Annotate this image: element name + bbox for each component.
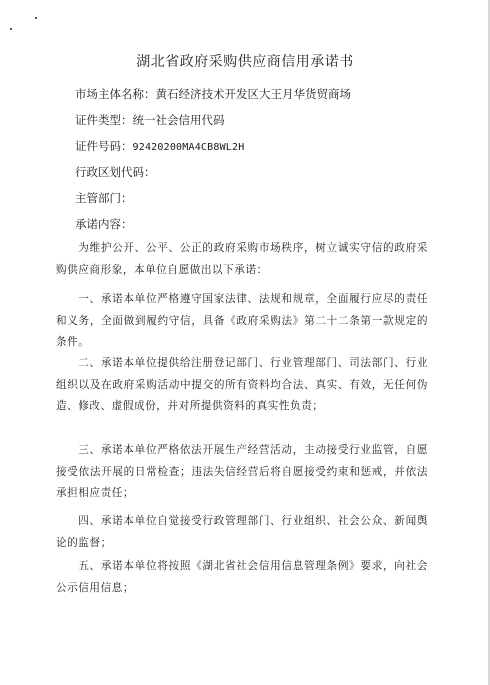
field-label: 主管部门： — [75, 191, 133, 205]
field-value: 统一社会信用代码 — [132, 113, 225, 127]
field-commitment — [75, 216, 133, 232]
paragraph-commitment-2: 二、承诺本单位提供给注册登记部门、行业管理部门、司法部门、行业组织以及在政府采购活动中提交的所有资料均合法、真实、有效，无任何伪造、修改、虚假成份，并对所提供资料的真实性负责； — [56, 357, 428, 412]
field-label: 市场主体名称： — [75, 87, 156, 101]
field-label: 行政区划代码： — [75, 165, 156, 179]
field-region-code — [75, 164, 156, 180]
field-label: 证件号码： — [75, 139, 133, 153]
scan-speck — [35, 17, 37, 19]
paragraph-commitment-3: 三、承诺本单位严格依法开展生产经营活动，主动接受行业监管，自愿接受依法开展的日常检查；违法失信经营后将自愿接受约束和惩戒，并依法承担相应责任； — [56, 444, 428, 499]
paragraph-commitment-4: 四、承诺本单位自觉接受行政管理部门、行业组织、社会公众、新闻舆论的监督； — [56, 515, 428, 549]
paragraph-commitment-1: 一、承诺本单位严格遵守国家法律、法规和规章，全面履行应尽的责任和义务，全面做到履约守信，具备《政府采购法》第二十二条第一款规定的条件。 — [56, 293, 428, 348]
field-value: 92420200MA4CB8WL2H — [132, 142, 245, 153]
paragraph-commitment-5: 五、承诺本单位将按照《湖北省社会信用信息管理条例》要求，向社会公示信用信息； — [56, 560, 428, 594]
field-market-entity — [75, 86, 351, 102]
paragraph-preamble: 为维护公开、公平、公正的政府采购市场秩序，树立诚实守信的政府采购供应商形象，本单位自愿做出以下承诺： — [56, 242, 428, 276]
field-cert-type — [75, 112, 225, 128]
field-cert-number — [75, 138, 244, 154]
field-authority — [75, 190, 133, 206]
document-title: 湖北省政府采购供应商信用承诺书 — [136, 54, 354, 70]
field-label: 证件类型： — [75, 113, 133, 127]
scan-speck — [10, 28, 12, 30]
field-label: 承诺内容： — [75, 217, 133, 231]
field-value: 黄石经济技术开发区大王月华货贸商场 — [155, 87, 351, 101]
